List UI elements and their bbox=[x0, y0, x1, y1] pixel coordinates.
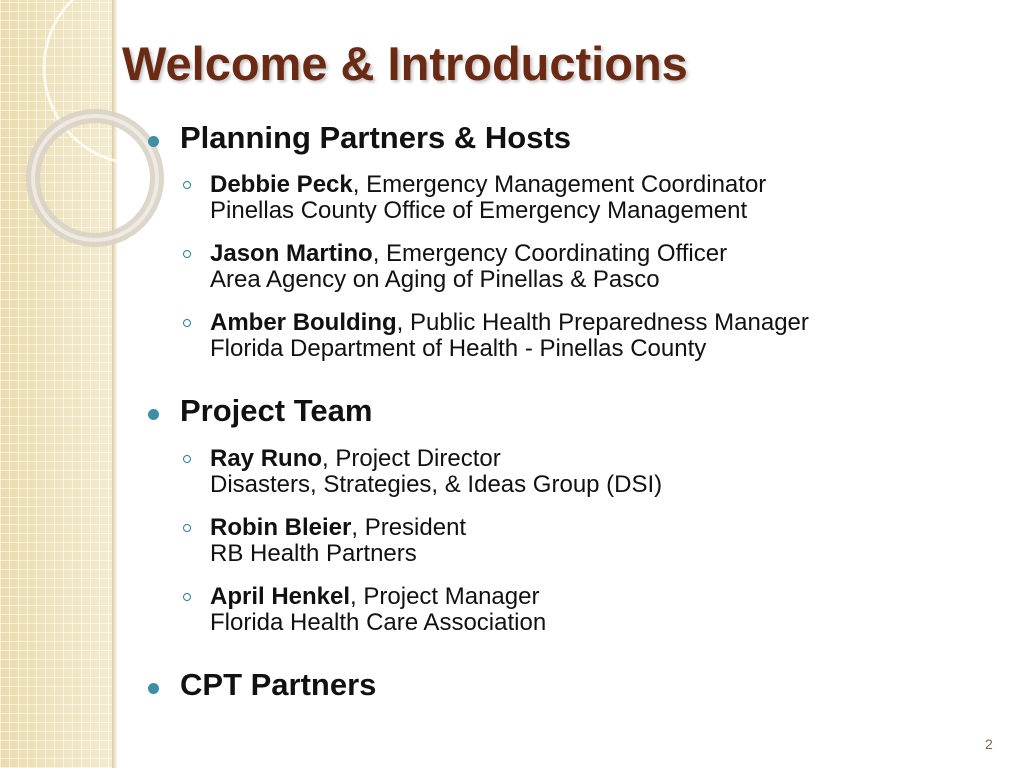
person-entry bbox=[210, 584, 546, 636]
decorative-sidebar bbox=[0, 0, 112, 768]
person-entry bbox=[210, 446, 662, 498]
sidebar-shadow-edge bbox=[112, 0, 118, 768]
person-role: , Public Health Preparedness Manager bbox=[396, 309, 809, 336]
person-org: RB Health Partners bbox=[210, 540, 417, 567]
person-org: Disasters, Strategies, & Ideas Group (DSI) bbox=[210, 471, 663, 498]
person-entry bbox=[210, 172, 766, 224]
person-org: Florida Health Care Association bbox=[210, 609, 547, 636]
person-entry bbox=[210, 241, 727, 293]
sub-bullet-ring bbox=[183, 593, 191, 601]
person-name: Ray Runo bbox=[210, 445, 323, 472]
section-heading: Project Team bbox=[180, 393, 373, 428]
person-name: Robin Bleier bbox=[210, 514, 352, 541]
bullet-dot bbox=[148, 683, 159, 694]
sub-bullet-ring bbox=[183, 181, 191, 189]
person-role: , Emergency Management Coordinator bbox=[352, 171, 767, 198]
section-heading: CPT Partners bbox=[180, 667, 377, 702]
person-name: April Henkel bbox=[210, 583, 351, 610]
person-org: Florida Department of Health - Pinellas County bbox=[210, 335, 707, 362]
person-role: , Project Manager bbox=[350, 583, 540, 610]
person-name: Debbie Peck bbox=[210, 171, 353, 198]
bullet-dot bbox=[148, 136, 159, 147]
person-name: Amber Boulding bbox=[210, 309, 397, 336]
person-name: Jason Martino bbox=[210, 240, 373, 267]
bullet-dot bbox=[148, 409, 159, 420]
person-org: Area Agency on Aging of Pinellas & Pasco bbox=[210, 266, 660, 293]
sub-bullet-ring bbox=[183, 319, 191, 327]
person-role: , President bbox=[351, 514, 467, 541]
section-heading: Planning Partners & Hosts bbox=[180, 120, 572, 155]
person-entry bbox=[210, 310, 809, 362]
sub-bullet-ring bbox=[183, 524, 191, 532]
page-number: 2 bbox=[985, 736, 993, 752]
person-entry bbox=[210, 515, 466, 567]
sub-bullet-ring bbox=[183, 250, 191, 258]
person-role: , Emergency Coordinating Officer bbox=[372, 240, 728, 267]
person-org: Pinellas County Office of Emergency Management bbox=[210, 197, 748, 224]
person-role: , Project Director bbox=[322, 445, 501, 472]
sub-bullet-ring bbox=[183, 455, 191, 463]
slide-title: Welcome & Introductions bbox=[122, 37, 688, 90]
